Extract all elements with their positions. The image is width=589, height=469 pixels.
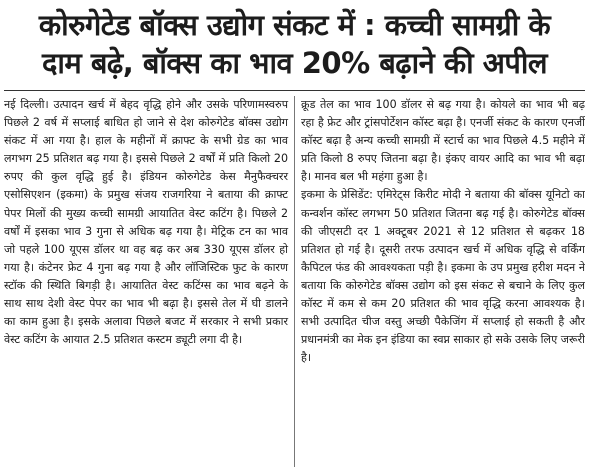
paragraph: क्रूड तेल का भाव 100 डॉलर से बढ़ गया है। कोयले का भाव भी बढ़ रहा है फ्रेट और ट्रांसपोर्टेशन कॉस्ट बढ़ा है। एनर्जी संकट के कारण एनर्जी कॉस्ट बढ़ा है अन्य कच्ची सामग्री में स्टार्च का भाव पिछले 4.5 महीने में प्रति किलो 8 रुपए जितना बढ़ा है। इंकए वायर आदि का भाव भी बढ़ा है। मानव बल भी महंगा हुआ है। — [301, 98, 585, 184]
paragraph: इकमा के प्रेसिडेंट: एमिरेट्स किरीट मोदी ने बताया की बॉक्स यूनिटो का कन्वर्शन कॉस्ट लगभग 50 प्रतिशत जितना बढ़ गई है। कोरुगेटेड बॉक्स की जीएसटी दर 1 अक्टूबर 2021 से 12 प्रतिशत से बढ़कर 18 प्रतिशत हो गई है। दूसरी तरफ उत्पादन खर्च में अधिक वृद्धि से वर्किंग कैपिटल फंड की आवश्यकता पड़ी है। इकमा के उप प्रमुख हरीश मदन ने बताया कि कोरुगेटेड बॉक्स उद्योग को इस संकट से बचाने के लिए कुल कॉस्ट में कम से कम 20 प्रतिशत की भाव वृद्धि करना आवश्यक है। सभी उत्पादित चीज वस्तु अच्छी पैकेजिंग में सप्लाई हो सकती है और प्रधानमंत्री का मेक इन इंडिया का स्वप्न साकार हो सके उसके लिए जरूरी है। — [301, 188, 585, 365]
article-column-right — [295, 96, 585, 467]
headline-line-2: दाम बढ़े, बॉक्स का भाव 20% बढ़ाने की अपील — [41, 46, 548, 80]
article-body — [4, 96, 585, 467]
headline-divider — [4, 90, 585, 91]
headline-line-1: कोरुगेटेड बॉक्स उद्योग संकट में : कच्ची सामग्री के — [38, 8, 551, 42]
article-column-left — [4, 96, 295, 467]
paragraph: नई दिल्ली। उत्पादन खर्च में बेहद वृद्धि होने और उसके परिणामस्वरुप पिछले 2 वर्ष में सप्लाई बाधित हो जाने से देश कोरुगेटेड बॉक्स उद्योग संकट में आ गया है। हाल के महीनों में क्राफ्ट के सभी ग्रेड का भाव लगभग 25 प्रतिशत बढ़ गया है। इससे पिछले 2 वर्षों में प्रति किलो 20 रुपए की कुल वृद्धि हुई है। इंडियन कोरुगेटेड केस मैनुफैक्चरर एसोसिएशन (इकमा) के प्रमुख संजय राजगरिया ने बताया की क्राफ्ट पेपर मिलों की मुख्य कच्ची सामग्री आयातित वेस्ट कटिंग है। पिछले 2 वर्षों में इसका भाव 3 गुना से अधिक बढ़ गया है। मेट्रिक टन का भाव जो पहले 100 यूएस डॉलर था वह बढ़ कर अब 330 यूएस डॉलर हो गया है। कंटेनर फ्रेट 4 गुना बढ़ गया है और लॉजिस्टिक फुट के कारण स्टॉक की स्थिति बिगड़ी है। आयातित वेस्ट कटिंग्स का भाव बढ़ने के साथ साथ देशी वेस्ट पेपर का भाव भी बढ़ा है। इससे तेल में घी डालने का काम हुआ है। इसके अलावा पिछले बजट में सरकार ने सभी प्रकार वेस्ट कटिंग के आयात 2.5 प्रतिशत कस्टम ड्यूटी लगा दी है। — [4, 98, 288, 347]
